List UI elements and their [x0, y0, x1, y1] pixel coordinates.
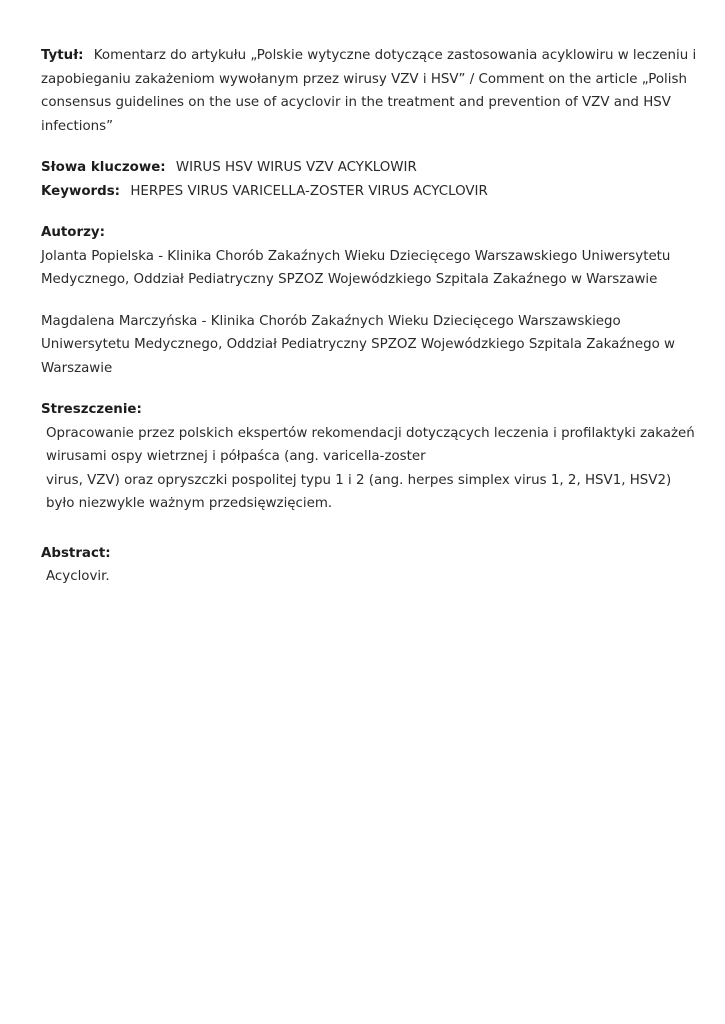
title-text-1: Komentarz do artykułu „Polskie wytyczne dotyczące zastosowania acyklowiru w leczeniu i [93, 48, 697, 63]
keywords-pl-label: Słowa kluczowe: [41, 160, 166, 175]
title-section [41, 44, 697, 138]
title-label: Tytuł: [41, 48, 84, 63]
keywords-section [41, 156, 685, 203]
authors-label: Autorzy: [41, 225, 105, 240]
title-line-3: consensus guidelines on the use of acyclovir in the treatment and prevention of VZV and HSV [41, 95, 671, 110]
abstract-pl-section [41, 398, 695, 516]
title-line-2: zapobieganiu zakażeniom wywołanym przez wirusy VZV i HSV” / Comment on the article „Polish [41, 71, 687, 87]
abstract-pl-line-1: Opracowanie przez polskich ekspertów rekomendacji dotyczących leczenia i profilaktyki zakażeń [46, 425, 695, 441]
keywords-pl-line [41, 156, 685, 180]
keywords-en-value: HERPES VIRUS VARICELLA-ZOSTER VIRUS ACYCLOVIR [130, 183, 488, 199]
keywords-en-line [41, 180, 685, 204]
author1-line-1: Jolanta Popielska - Klinika Chorób Zakaźnych Wieku Dziecięcego Warszawskiego Uniwersytetu [41, 248, 671, 264]
abstract-en-text: Acyclovir. [46, 569, 110, 584]
authors-section [41, 221, 685, 292]
abstract-en-label: Abstract: [41, 545, 111, 561]
abstract-pl-line-2: wirusami ospy wietrznej i półpaśca (ang. varicella-zoster [46, 449, 426, 464]
title-line-4: infections” [41, 118, 114, 134]
author2-section [41, 310, 685, 381]
keywords-pl-value: WIRUS HSV WIRUS VZV ACYKLOWIR [175, 160, 417, 175]
title-line-1 [41, 44, 697, 68]
abstract-pl-label: Streszczenie: [41, 402, 142, 417]
keywords-en-label: Keywords: [41, 183, 121, 199]
author2-line-1: Magdalena Marczyńska - Klinika Chorób Zakaźnych Wieku Dziecięcego Warszawskiego [41, 313, 621, 329]
abstract-pl-line-3: virus, VZV) oraz opryszczki pospolitej typu 1 i 2 (ang. herpes simplex virus 1, 2, HSV1, HSV2) [46, 472, 672, 488]
abstract-en-section [41, 542, 685, 589]
author2-line-3: Warszawie [41, 360, 113, 376]
author1-line-2: Medycznego, Oddział Pediatryczny SPZOZ Wojewódzkiego Szpitala Zakaźnego w Warszawie [41, 272, 658, 287]
author2-line-2: Uniwersytetu Medycznego, Oddział Pediatryczny SPZOZ Wojewódzkiego Szpitala Zakaźnego w [41, 337, 675, 352]
abstract-pl-line-4: było niezwykle ważnym przedsięwzięciem. [46, 496, 333, 511]
